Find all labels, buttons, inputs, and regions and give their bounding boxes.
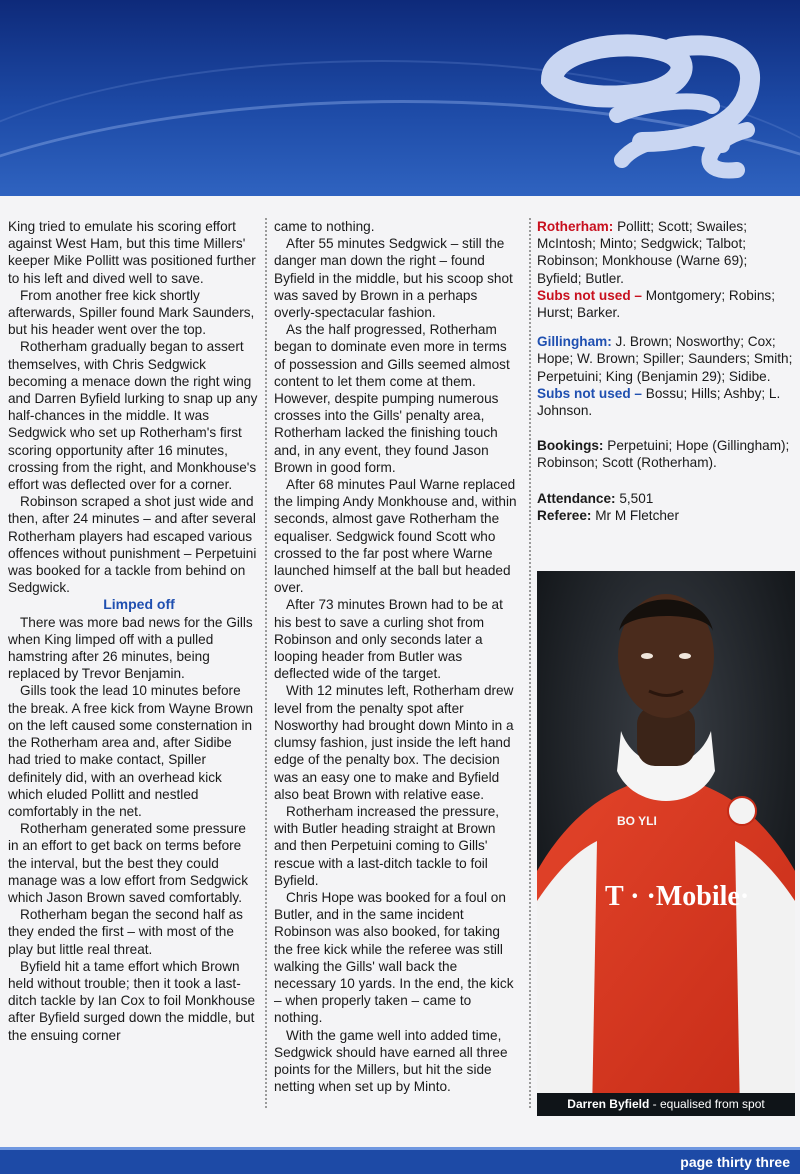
caption-name: Darren Byfield: [567, 1097, 650, 1111]
gillingham-players: [537, 333, 795, 385]
paragraph: Rotherham began the second half as they ended the first – with most of the play but little real threat.: [8, 907, 243, 957]
rotherham-lineup: [537, 218, 795, 321]
paragraph: Byfield hit a tame effort which Brown held without trouble; then it took a last-ditch tackle by Ian Cox to foil Monkhouse after Byfield surged down the middle, but the ensuing corner: [8, 958, 256, 1043]
attendance-line: [537, 490, 795, 507]
gillingham-subs-label: Subs not used –: [537, 385, 642, 401]
paragraph: As the half progressed, Rotherham began to dominate even more in terms of possession and Gills seemed almost content to let them come at them. However, despite pumping numerous crosses into the Gills' penalty area, Rotherham lacked the finishing touch and, in any event, they found Jason Brown in good form.: [274, 322, 510, 475]
bookings-list: Perpetuini; Hope (Gillingham); Robinson; Scott (Rotherham).: [537, 438, 790, 471]
bookings: [537, 437, 795, 471]
team-lineups: [537, 218, 795, 524]
gillingham-team: J. Brown; Nosworthy; Cox; Hope; W. Brown; Spiller; Saunders; Smith; Perpetuini; King (Benjamin 29); Sidibe.: [537, 334, 793, 384]
paragraph: After 68 minutes Paul Warne replaced the limping Andy Monkhouse and, within seconds, almost gave Rotherham the equaliser. Sedgwick found Scott who crossed to the far post where Warne launched himself at the ball but headed over.: [274, 477, 517, 596]
rotherham-team: Pollitt; Scott; Swailes; McIntosh; Minto; Sedgwick; Talbot; Robinson; Monkhouse (Warne 69); Byfield; Butler.: [537, 219, 748, 286]
paragraph: There was more bad news for the Gills when King limped off with a pulled hamstring after 26 minutes, being replaced by Trevor Benjamin.: [8, 614, 253, 682]
gillingham-label: Gillingham:: [537, 334, 612, 350]
referee-label: Referee:: [537, 507, 592, 523]
gillingham-lineup: [537, 333, 795, 419]
paragraph: Chris Hope was booked for a foul on Butler, and in the same incident Robinson was also booked, for taking the free kick while the referee was still walking the Gills' wall back the necessary 10 yards. In the end, the kick – when properly taken – came to nothing.: [274, 889, 514, 1026]
gillingham-subs-list: Bossu; Hills; Ashby; L. Johnson.: [537, 385, 781, 419]
paragraph: Rotherham generated some pressure in an effort to get back on terms before the interval, but the best they could manage was a low effort from Sedgwick which Jason Brown saved comfortably.: [8, 821, 249, 905]
rotherham-subs: [537, 287, 795, 321]
shirt-sponsor: T · ·Mobile·: [605, 881, 750, 912]
paragraph: King tried to emulate his scoring effort against West Ham, but this time Millers' keeper Mike Pollitt was positioned further to his left and dived well to save.: [8, 219, 256, 286]
masthead-banner: [0, 0, 800, 196]
paragraph: Rotherham increased the pressure, with Butler heading straight at Brown and then Perpetuini coming to Gills' rescue with a last-ditch tackle to foil Byfield.: [274, 803, 500, 888]
match-details: [537, 490, 795, 524]
bookings-line: [537, 437, 795, 471]
photo-caption: [537, 1093, 795, 1116]
section-subheading: Limped off: [103, 596, 175, 613]
attendance-label: Attendance:: [537, 490, 616, 506]
rotherham-subs-label: Subs not used –: [537, 287, 642, 303]
paragraph: From another free kick shortly afterwards, Spiller found Mark Saunders, but his header went over the top.: [8, 287, 255, 338]
attendance-value: 5,501: [619, 490, 654, 506]
player-photo: [537, 571, 795, 1116]
referee-line: [537, 507, 795, 524]
paragraph: With the game well into added time, Sedgwick should have earned all three points for the Millers, but hit the side netting when set up by Minto.: [274, 1027, 508, 1095]
paragraph: Gills took the lead 10 minutes before the break. A free kick from Wayne Brown on the left caused some consternation in the Rotherham area and, after Sidibe had tried to make contact, Spiller definitely did, with an overhead kick which eluded Pollitt and nestled comfortably in the net.: [8, 683, 254, 819]
shirt-maker: BO YLI: [617, 814, 657, 828]
column-divider: [529, 218, 531, 1108]
logo-text: gfc: [522, 10, 524, 11]
paragraph: With 12 minutes left, Rotherham drew level from the penalty spot after Nosworthy had brought down Minto in a clumsy fashion, just inside the left hand edge of the penalty box. The decision was an easy one to make and Byfield also beat Brown with relative ease.: [274, 683, 514, 802]
paragraph: came to nothing.: [274, 219, 375, 234]
column-divider: [265, 218, 267, 1108]
paragraph: Robinson scraped a shot just wide and then, after 24 minutes – and after several Rotherham players had escaped various offences without punishment – Perpetuini was booked for a tackle from behind on Sedgwick.: [8, 494, 257, 596]
gfc-logo: [522, 10, 772, 190]
gillingham-subs: [537, 385, 795, 419]
caption-text: - equalised from spot: [652, 1097, 765, 1111]
player-illustration: [537, 571, 795, 1116]
paragraph: Rotherham gradually began to assert themselves, with Chris Sedgwick becoming a menace down the right wing and Darren Byfield lurking to snap up any half-chances in the middle. It was Sedgwick who set up Rotherham's first scoring opportunity after 16 minutes, crossing from the right, and Monkhouse's effort was deflected over for a corner.: [8, 339, 258, 493]
article-column-2: [274, 218, 520, 1095]
page-number: page thirty three: [680, 1154, 790, 1170]
article-column-1: [8, 218, 258, 1044]
bookings-label: Bookings:: [537, 438, 604, 454]
referee-value: Mr M Fletcher: [595, 507, 680, 523]
paragraph: After 73 minutes Brown had to be at his best to save a curling shot from Robinson and only seconds later a looping header from Butler was deflected wide of the target.: [274, 597, 503, 682]
rotherham-label: Rotherham:: [537, 219, 614, 234]
rotherham-players: [537, 218, 795, 287]
rotherham-subs-list: Montgomery; Robins; Hurst; Barker.: [537, 287, 775, 321]
paragraph: After 55 minutes Sedgwick – still the danger man down the right – found Byfield in the middle, but his scoop shot was saved by Brown in a perhaps overly-spectacular fashion.: [274, 236, 513, 321]
